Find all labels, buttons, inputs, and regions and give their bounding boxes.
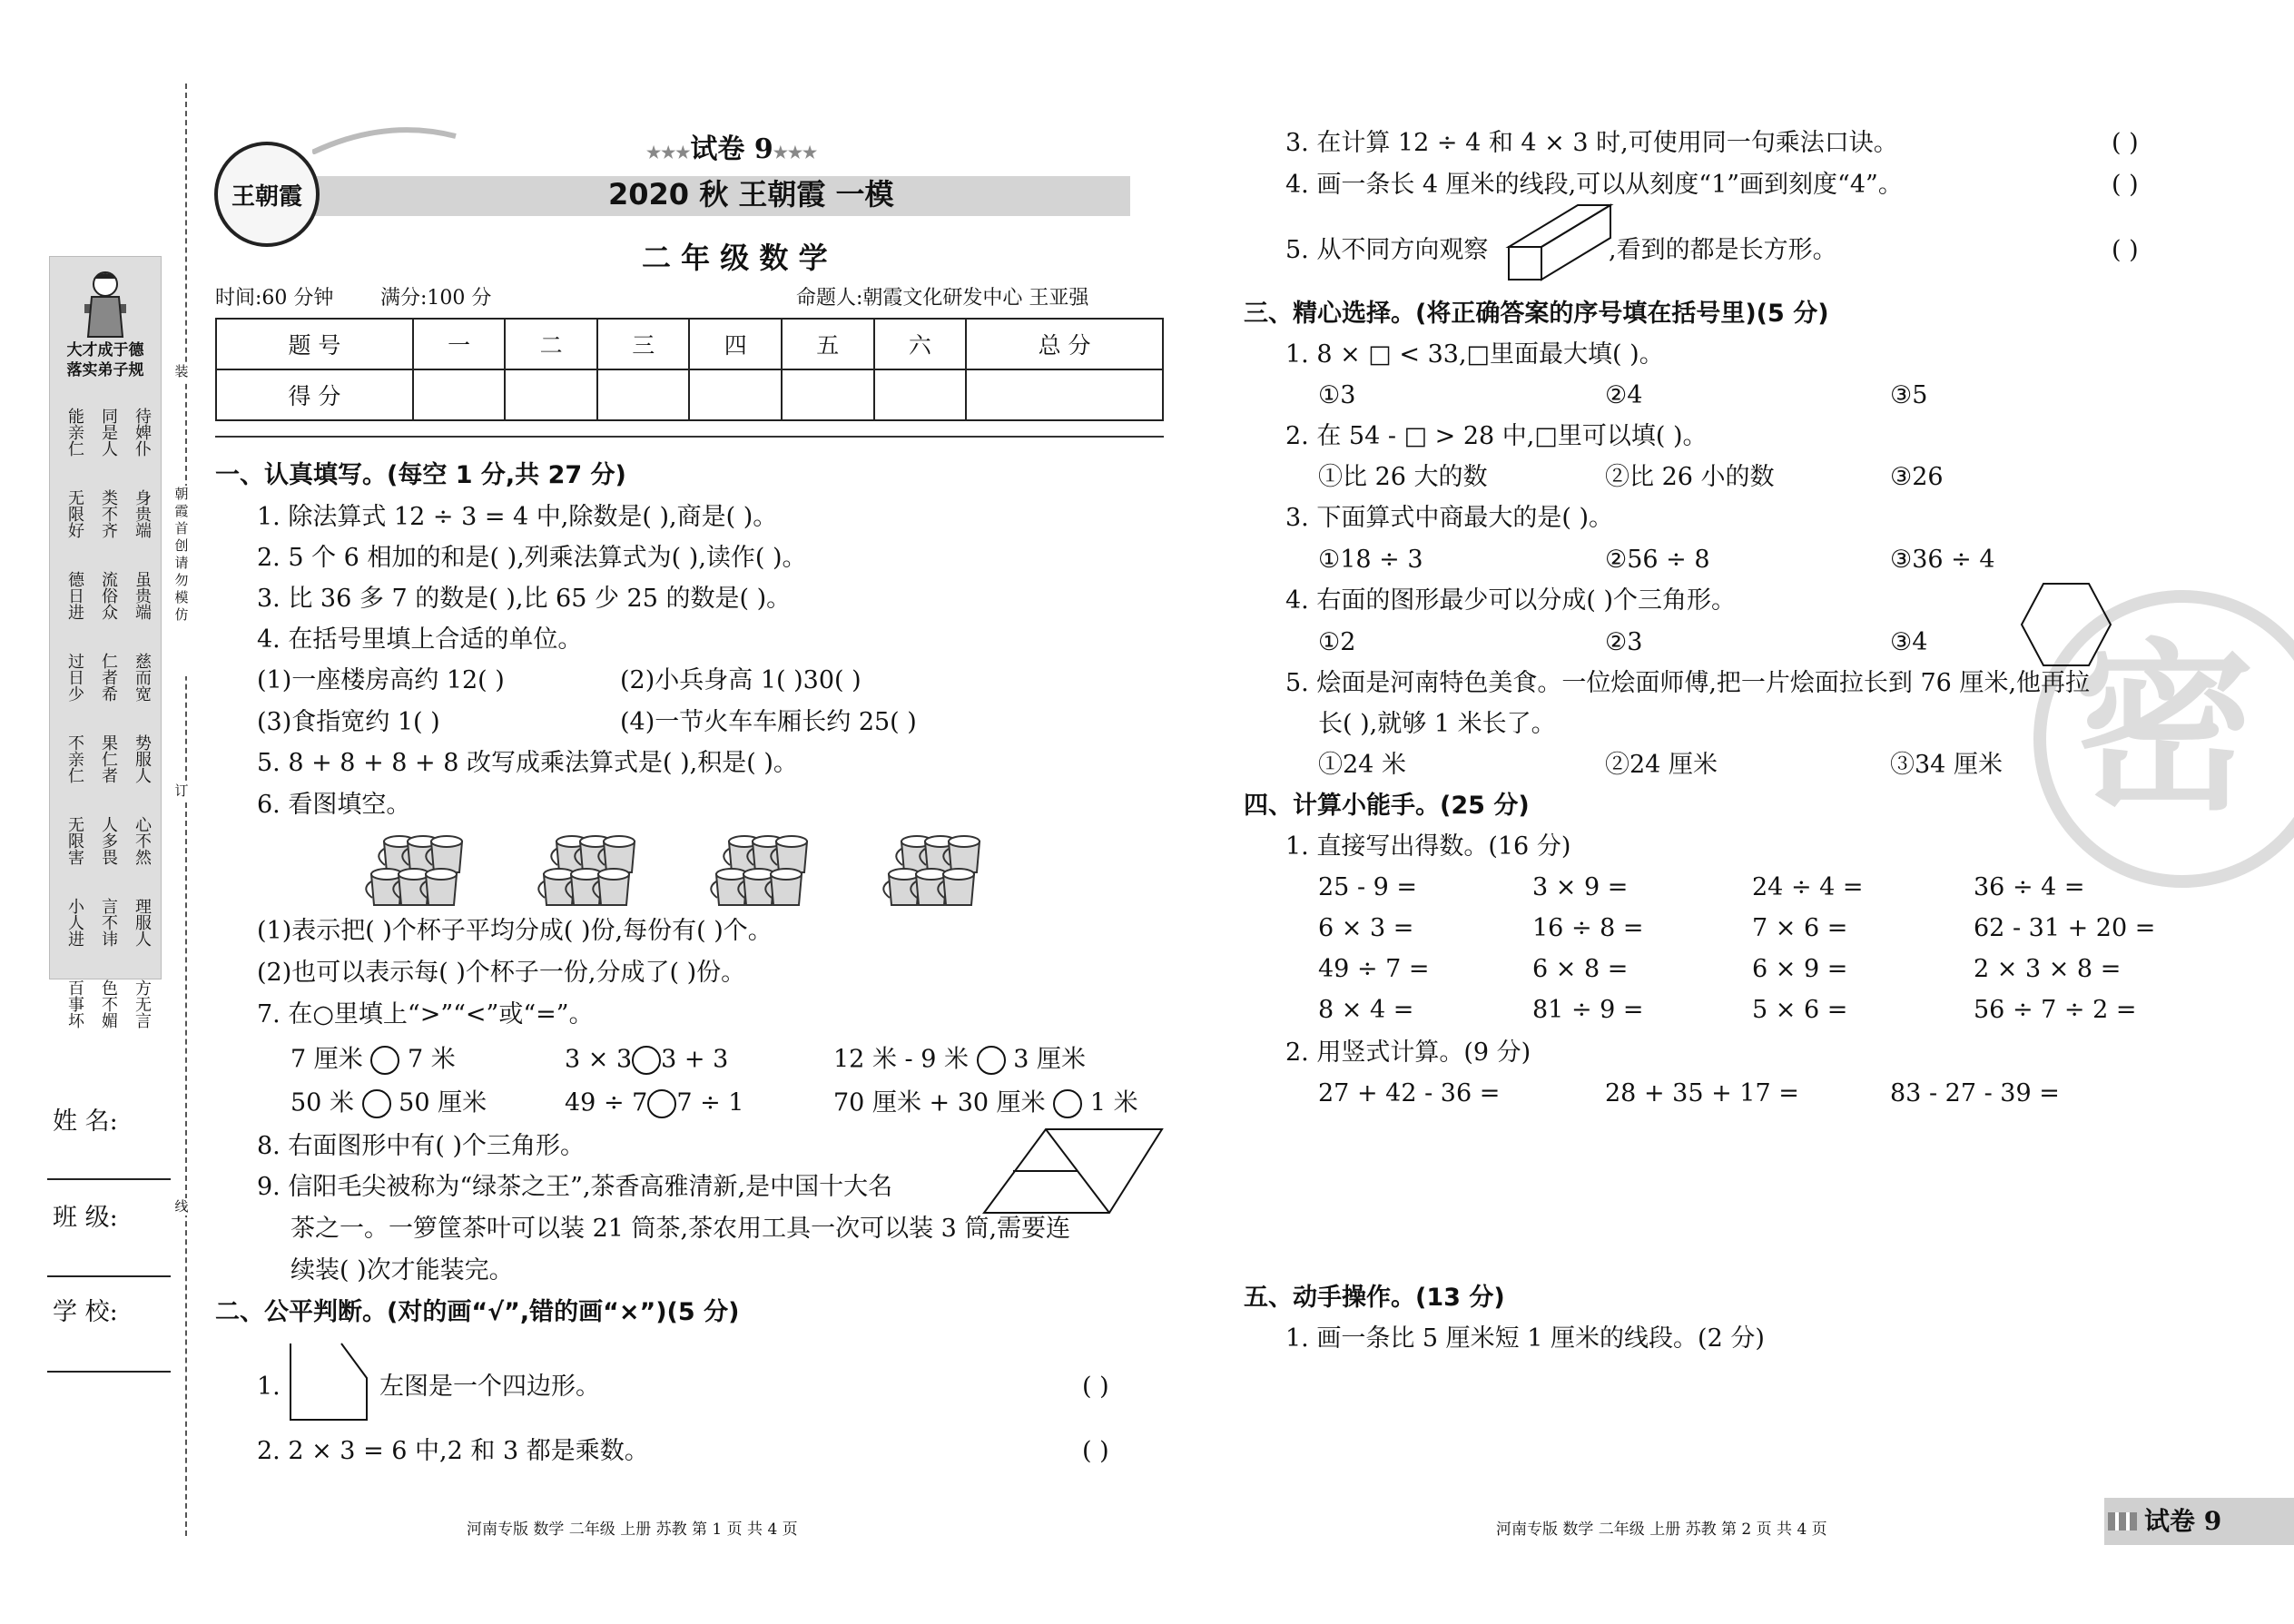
- exam-time: 时间:60 分钟: [215, 287, 334, 310]
- motto-column: 色不媚: [99, 979, 118, 1029]
- question-1-6-2: (2)也可以表示每( )个杯子一份,分成了( )份。: [257, 959, 746, 987]
- judge-3: 3. 在计算 12 ÷ 4 和 4 × 3 时,可使用同一句乘法口诀。: [1285, 129, 1898, 157]
- motto-group: [64, 473, 152, 555]
- motto-text: [64, 391, 152, 1045]
- choice-4-option-1[interactable]: ①2: [1318, 628, 1356, 656]
- calc-part-1: 1. 直接写出得数。(16 分): [1285, 832, 1571, 861]
- oral-calc-item: 24 ÷ 4 =: [1752, 873, 1864, 901]
- oral-calc-item: 6 × 3 =: [1318, 914, 1414, 942]
- compare-item: 50 米 50 厘米: [290, 1088, 487, 1117]
- calc-part-2: 2. 用竖式计算。(9 分): [1285, 1038, 1531, 1067]
- oral-calc-item: 16 ÷ 8 =: [1532, 914, 1644, 942]
- score-cell[interactable]: [597, 369, 690, 420]
- vertical-calc: 83 - 27 - 39 =: [1890, 1079, 2060, 1107]
- cup-icon: [883, 869, 920, 905]
- question-1-4-4: (4)一节火车车厢长约 25( ): [620, 708, 917, 736]
- question-1-9-line3: 续装( )次才能装完。: [290, 1256, 514, 1284]
- motto-title: 大才成于德 落实弟子规: [66, 341, 144, 379]
- motto-panel: [49, 256, 162, 1029]
- choice-5-option-2[interactable]: ②24 厘米: [1605, 751, 1718, 779]
- score-table: [215, 318, 1164, 421]
- motto-group: [64, 718, 152, 800]
- cup-icon: [538, 869, 575, 905]
- choice-3: 3. 下面算式中商最大的是( )。: [1285, 504, 1613, 532]
- binding-fold-line: [185, 84, 187, 1536]
- fold-label-notice: 朝霞首创 请勿模仿: [170, 486, 193, 676]
- oral-calc-item: 2 × 3 × 8 =: [1974, 955, 2122, 983]
- compare-item: 49 ÷ 7 7 ÷ 1: [565, 1088, 744, 1117]
- compare-item: 12 米 - 9 米 3 厘米: [833, 1045, 1086, 1074]
- choice-2: 2. 在 54 - □ > 28 中,□里可以填( )。: [1285, 422, 1708, 450]
- oral-calc-item: 5 × 6 =: [1752, 996, 1848, 1024]
- oral-calc-item: 56 ÷ 7 ÷ 2 =: [1974, 996, 2137, 1024]
- section-5-title: 五、动手操作。(13 分): [1244, 1284, 1505, 1312]
- operation-1: 1. 画一条比 5 厘米短 1 厘米的线段。(2 分): [1285, 1324, 1765, 1353]
- brand-title: 2020 秋 王朝霞 一模: [608, 177, 894, 212]
- compare-item: 7 厘米 7 米: [290, 1045, 456, 1074]
- choice-4-option-3[interactable]: ③4: [1890, 628, 1928, 656]
- motto-column: 身贵端: [133, 489, 152, 538]
- compare-item: 3 × 3 3 + 3: [565, 1045, 729, 1074]
- vertical-calc: 27 + 42 - 36 =: [1318, 1079, 1501, 1107]
- motto-column: 无限好: [65, 489, 84, 538]
- paper-tag: 试卷 9: [2104, 1498, 2294, 1545]
- banner-ribbon: [312, 118, 458, 154]
- choice-2-option-3[interactable]: ③26: [1890, 463, 1944, 491]
- hexagon-figure: [2019, 581, 2113, 668]
- question-1-6: 6. 看图填空。: [257, 791, 411, 819]
- score-header-cell: 五: [782, 319, 874, 369]
- compare-item: 70 厘米 + 30 厘米 1 米: [833, 1088, 1138, 1117]
- oral-calc-item: 7 × 6 =: [1752, 914, 1848, 942]
- score-header-cell: 二: [505, 319, 597, 369]
- page-footer-left: 河南专版 数学 二年级 上册 苏教 第 1 页 共 4 页: [467, 1521, 798, 1539]
- score-header-cell: 四: [689, 319, 782, 369]
- question-1-4-1: (1)一座楼房高约 12( ): [257, 666, 505, 694]
- motto-group: [64, 391, 152, 473]
- question-1-2: 2. 5 个 6 相加的和是( ),列乘法算式为( ),读作( )。: [257, 544, 807, 572]
- score-cell[interactable]: [505, 369, 597, 420]
- choice-1-option-3[interactable]: ③5: [1890, 381, 1928, 409]
- judge-4: 4. 画一条长 4 厘米的线段,可以从刻度“1”画到刻度“4”。: [1285, 171, 1903, 199]
- author-line: 命题人:朝霞文化研发中心 王亚强: [796, 287, 1089, 310]
- score-header-cell: 一: [413, 319, 506, 369]
- question-1-3: 3. 比 36 多 7 的数是( ),比 65 少 25 的数是( )。: [257, 585, 792, 613]
- oral-calc-item: 3 × 9 =: [1532, 873, 1629, 901]
- name-field[interactable]: [47, 1178, 171, 1180]
- section-3-title: 三、精心选择。(将正确答案的序号填在括号里)(5 分): [1244, 300, 1829, 328]
- compare-circle-blank[interactable]: [647, 1089, 676, 1118]
- question-1-1: 1. 除法算式 12 ÷ 3 = 4 中,除数是( ),商是( )。: [257, 503, 778, 531]
- motto-column: 心不然: [133, 816, 152, 865]
- judge-2-answer[interactable]: ( ): [1082, 1437, 1109, 1465]
- motto-column: 过日少: [65, 653, 84, 702]
- triangle-figure: [982, 1126, 1164, 1216]
- name-label: 姓 名:: [53, 1107, 118, 1136]
- score-cell[interactable]: [782, 369, 874, 420]
- judge-1: 左图是一个四边形。: [379, 1373, 600, 1401]
- choice-1-option-2[interactable]: ②4: [1605, 381, 1643, 409]
- choice-5-line2: 长( ),就够 1 米长了。: [1318, 710, 1556, 738]
- choice-4: 4. 右面的图形最少可以分成( )个三角形。: [1285, 586, 1736, 615]
- section-1-title: 一、认真填写。(每空 1 分,共 27 分): [215, 461, 626, 489]
- fold-label-zhuang: 装: [170, 363, 193, 380]
- motto-column: 不亲仁: [65, 734, 84, 783]
- motto-group: [64, 636, 152, 718]
- compare-circle-blank[interactable]: [632, 1046, 661, 1075]
- compare-circle-blank[interactable]: [362, 1089, 391, 1118]
- oral-calc-item: 81 ÷ 9 =: [1532, 996, 1644, 1024]
- question-1-8: 8. 右面图形中有( )个三角形。: [257, 1132, 585, 1160]
- compare-circle-blank[interactable]: [977, 1046, 1006, 1075]
- class-field[interactable]: [47, 1275, 171, 1277]
- oral-calc-item: 6 × 9 =: [1752, 955, 1848, 983]
- judge-5-answer[interactable]: ( ): [2112, 236, 2139, 264]
- motto-column: 德日进: [65, 571, 84, 620]
- school-label: 学 校:: [53, 1298, 118, 1326]
- choice-5-line1: 5. 烩面是河南特色美食。一位烩面师傅,把一片烩面拉长到 76 厘米,他再拉: [1285, 669, 2091, 697]
- motto-column: 流俗众: [99, 571, 118, 620]
- full-score: 满分:100 分: [380, 287, 492, 310]
- section-4-title: 四、计算小能手。(25 分): [1244, 792, 1530, 820]
- oral-calc-item: 6 × 8 =: [1532, 955, 1629, 983]
- question-1-9-line2: 茶之一。一箩筐茶叶可以装 21 筒茶,茶农用工具一次可以装 3 筒,需要连: [290, 1215, 1071, 1243]
- cup-icon: [366, 869, 402, 905]
- cups-illustration: [359, 831, 1039, 912]
- choice-3-option-3[interactable]: ③36 ÷ 4: [1890, 546, 1995, 574]
- scholar-figure: [83, 268, 128, 339]
- motto-column: 待婢仆: [133, 408, 152, 457]
- paper-number: ★★★试卷 9★★★: [646, 133, 818, 165]
- judge-4-answer[interactable]: ( ): [2112, 171, 2139, 199]
- quadrilateral-figure: [287, 1342, 370, 1423]
- secret-stamp-watermark: 密: [2033, 590, 2294, 888]
- motto-column: 虽贵端: [133, 571, 152, 620]
- question-1-7: 7. 在○里填上“>”“<”或“=”。: [257, 1000, 594, 1029]
- page-footer-right: 河南专版 数学 二年级 上册 苏教 第 2 页 共 4 页: [1496, 1521, 1827, 1539]
- question-1-4-3: (3)食指宽约 1( ): [257, 708, 440, 736]
- brand-seal-logo: 王朝霞: [214, 142, 320, 247]
- choice-5-option-3[interactable]: ③34 厘米: [1890, 751, 2003, 779]
- score-cell[interactable]: [966, 369, 1163, 420]
- fold-label-xian: 线: [170, 1198, 193, 1216]
- motto-column: 类不齐: [99, 489, 118, 538]
- judge-1-answer[interactable]: ( ): [1082, 1373, 1109, 1401]
- motto-column: 百事坏: [65, 979, 84, 1029]
- score-cell[interactable]: [874, 369, 967, 420]
- choice-1-option-1[interactable]: ①3: [1318, 381, 1356, 409]
- cuboid-figure: [1505, 202, 1614, 283]
- motto-column: 果仁者: [99, 734, 118, 783]
- choice-4-option-2[interactable]: ②3: [1605, 628, 1643, 656]
- score-header-cell: 总 分: [966, 319, 1163, 369]
- compare-circle-blank[interactable]: [1053, 1089, 1082, 1118]
- question-1-9-line1: 9. 信阳毛尖被称为“绿茶之王”,茶香高雅清新,是中国十大名: [257, 1173, 893, 1201]
- class-label: 班 级:: [53, 1204, 118, 1232]
- motto-group: [64, 555, 152, 636]
- motto-column: 同是人: [99, 408, 118, 457]
- choice-2-option-2[interactable]: ②比 26 小的数: [1605, 463, 1775, 491]
- choice-2-option-1[interactable]: ①比 26 大的数: [1318, 463, 1488, 491]
- judge-3-answer[interactable]: ( ): [2112, 129, 2139, 157]
- oral-calc-item: 8 × 4 =: [1318, 996, 1414, 1024]
- motto-column: 人多畏: [99, 816, 118, 865]
- motto-group: [64, 881, 152, 963]
- question-1-4: 4. 在括号里填上合适的单位。: [257, 625, 583, 654]
- header-divider: [215, 436, 1164, 438]
- question-1-6-1: (1)表示把( )个杯子平均分成( )份,每份有( )个。: [257, 917, 773, 945]
- cup-icon: [711, 869, 747, 905]
- choice-3-option-1[interactable]: ①18 ÷ 3: [1318, 546, 1423, 574]
- score-cell[interactable]: [689, 369, 782, 420]
- oral-calc-item: 25 - 9 =: [1318, 873, 1418, 901]
- score-cell[interactable]: [413, 369, 506, 420]
- choice-1: 1. 8 × □ < 33,□里面最大填( )。: [1285, 340, 1664, 369]
- school-field[interactable]: [47, 1371, 171, 1373]
- score-header-cell: 题 号: [216, 319, 413, 369]
- score-header-cell: 三: [597, 319, 690, 369]
- question-1-4-2: (2)小兵身高 1( )30( ): [620, 666, 861, 694]
- section-2-title: 二、公平判断。(对的画“√”,错的画“×”)(5 分): [215, 1298, 740, 1326]
- oral-calc-item: 62 - 31 + 20 =: [1974, 914, 2156, 942]
- motto-column: 势服人: [133, 734, 152, 783]
- oral-calc-item: 49 ÷ 7 =: [1318, 955, 1430, 983]
- motto-column: 能亲仁: [65, 408, 84, 457]
- tag-squares-icon: [2108, 1512, 2137, 1530]
- motto-group: [64, 963, 152, 1045]
- score-header-cell: 六: [874, 319, 967, 369]
- fold-label-ding: 订: [170, 782, 193, 800]
- motto-group: [64, 800, 152, 881]
- judge-5-part1: 5. 从不同方向观察: [1285, 236, 1489, 264]
- judge-2: 2. 2 × 3 = 6 中,2 和 3 都是乘数。: [257, 1437, 649, 1465]
- choice-5-option-1[interactable]: ①24 米: [1318, 751, 1406, 779]
- judge-5-part2: ,看到的都是长方形。: [1609, 236, 1837, 264]
- motto-column: 方无言: [133, 979, 152, 1029]
- score-cell[interactable]: 得 分: [216, 369, 413, 420]
- motto-column: 理服人: [133, 898, 152, 947]
- motto-column: 言不讳: [99, 898, 118, 947]
- motto-column: 仁者希: [99, 653, 118, 702]
- choice-3-option-2[interactable]: ②56 ÷ 8: [1605, 546, 1710, 574]
- subject-title: 二 年 级 数 学: [642, 241, 828, 275]
- compare-circle-blank[interactable]: [370, 1046, 399, 1075]
- question-1-5: 5. 8 + 8 + 8 + 8 改写成乘法算式是( ),积是( )。: [257, 749, 798, 777]
- motto-column: 小人进: [65, 898, 84, 947]
- vertical-calc: 28 + 35 + 17 =: [1605, 1079, 1799, 1107]
- oral-calc-item: 36 ÷ 4 =: [1974, 873, 2085, 901]
- motto-column: 无限害: [65, 816, 84, 865]
- motto-column: 慈而宽: [133, 653, 152, 702]
- judge-1-number: 1.: [257, 1373, 281, 1401]
